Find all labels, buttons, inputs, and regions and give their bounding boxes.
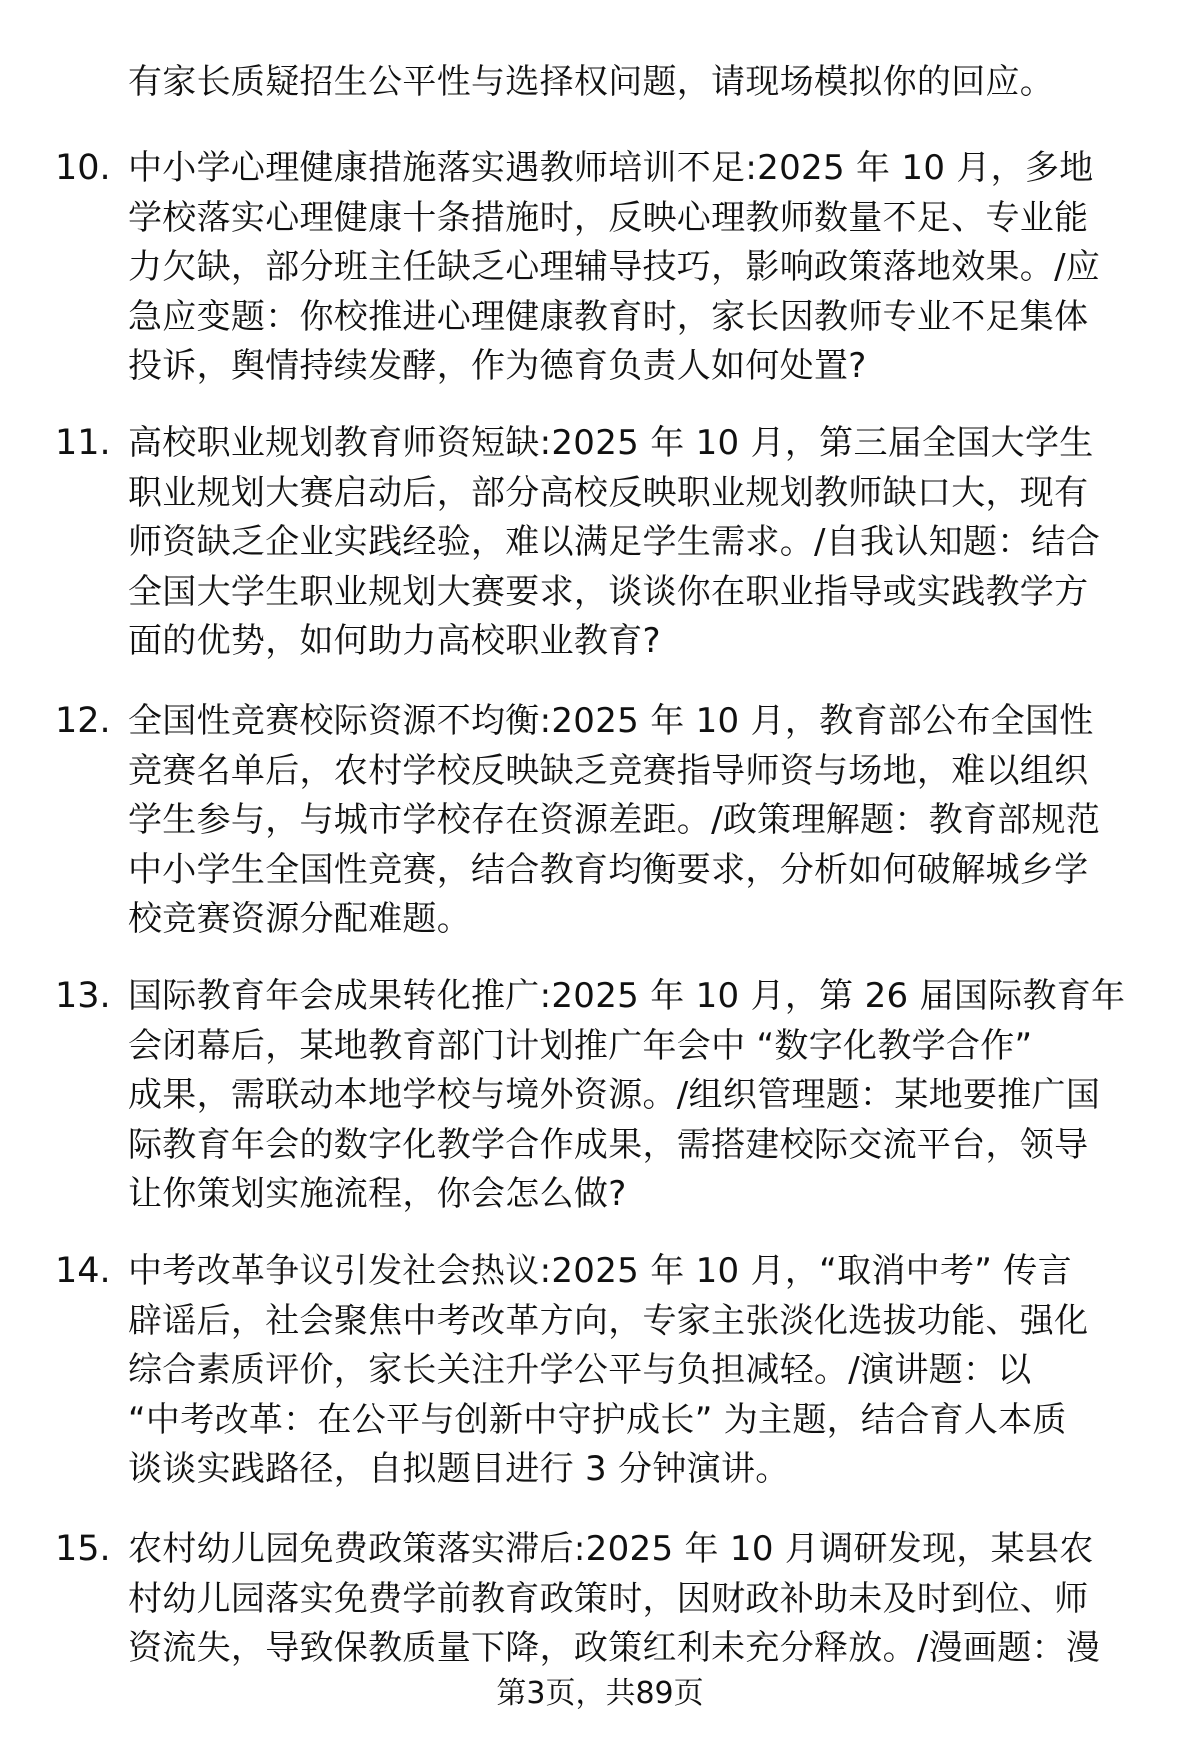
text-line: 投诉，舆情持续发酵，作为德育负责人如何处置? [128,346,867,386]
text-line: 国际教育年会成果转化推广:2025 年 10 月，第 26 届国际教育年 [128,976,1126,1016]
text-line: 师资缺乏企业实践经验，难以满足学生需求。/自我认知题：结合 [128,522,1101,562]
text-line: 职业规划大赛启动后，部分高校反映职业规划教师缺口大，现有 [128,472,1089,513]
text-line: 竞赛名单后，农村学校反映缺乏竞赛指导师资与场地，难以组织 [128,750,1089,791]
item-number: 12. [55,701,111,741]
text-line: 高校职业规划教育师资短缺:2025 年 10 月，第三届全国大学生 [128,423,1094,463]
text-line: 村幼儿园落实免费学前教育政策时，因财政补助未及时到位、师 [128,1578,1089,1619]
text-line: 让你策划实施流程，你会怎么做? [128,1174,627,1214]
item-number: 10. [55,148,111,188]
page-number-footer: 第3页，共89页 [496,1676,704,1711]
text-line: 资流失，导致保教质量下降，政策红利未充分释放。/漫画题：漫 [128,1628,1101,1668]
text-line: 学生参与，与城市学校存在资源差距。/政策理解题：教育部规范 [128,800,1101,840]
text-line: 有家长质疑招生公平性与选择权问题，请现场模拟你的回应。 [128,62,1055,102]
text-line: 农村幼儿园免费政策落实滞后:2025 年 10 月调研发现，某县农 [128,1529,1094,1569]
text-line: 急应变题：你校推进心理健康教育时，家长因教师专业不足集体 [128,296,1089,337]
text-line: 会闭幕后，某地教育部门计划推广年会中 “数字化教学合作” [128,1025,1033,1066]
item-number: 11. [55,423,111,463]
text-line: 际教育年会的数字化教学合作成果，需搭建校际交流平台，领导 [128,1124,1089,1165]
text-line: 全国大学生职业规划大赛要求，谈谈你在职业指导或实践教学方 [128,571,1089,612]
text-line: 成果，需联动本地学校与境外资源。/组织管理题：某地要推广国 [128,1075,1101,1115]
text-line: 中小学心理健康措施落实遇教师培训不足:2025 年 10 月，多地 [128,148,1094,188]
text-line: 面的优势，如何助力高校职业教育? [128,621,661,661]
text-line: 辟谣后，社会聚焦中考改革方向，专家主张淡化选拔功能、强化 [128,1300,1089,1341]
text-line: 力欠缺，部分班主任缺乏心理辅导技巧，影响政策落地效果。/应 [128,247,1101,287]
text-line: 校竞赛资源分配难题。 [128,899,471,939]
text-line: 谈谈实践路径，自拟题目进行 3 分钟演讲。 [128,1449,790,1489]
text-line: 全国性竞赛校际资源不均衡:2025 年 10 月，教育部公布全国性 [128,701,1094,741]
text-line: “中考改革：在公平与创新中守护成长” 为主题，结合育人本质 [128,1399,1067,1440]
text-line: 中小学生全国性竞赛，结合教育均衡要求，分析如何破解城乡学 [128,849,1089,890]
item-number: 13. [55,976,111,1016]
text-line: 中考改革争议引发社会热议:2025 年 10 月，“取消中考” 传言 [128,1251,1072,1291]
item-number: 14. [55,1251,111,1291]
text-line: 学校落实心理健康十条措施时，反映心理教师数量不足、专业能 [128,197,1089,238]
text-line: 综合素质评价，家长关注升学公平与负担减轻。/演讲题：以 [128,1350,1032,1390]
item-number: 15. [55,1529,111,1569]
